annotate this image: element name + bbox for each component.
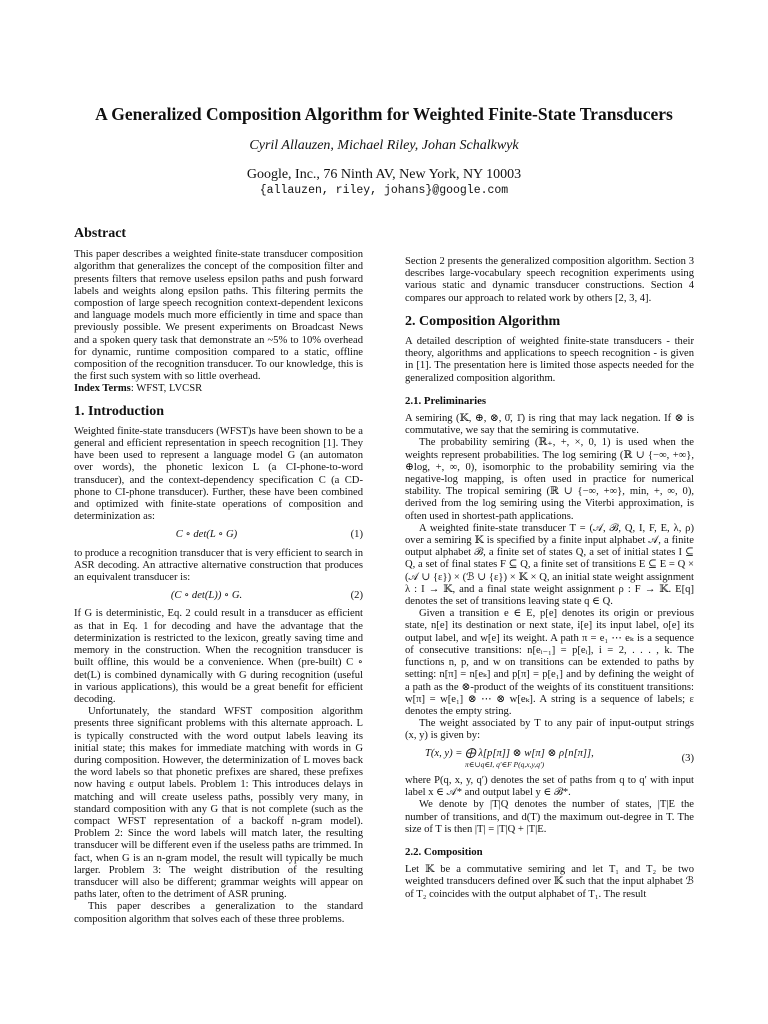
preliminaries-paragraph-3: A weighted finite-state transducer T = (𝒜, ℬ, Q, I, F, E, λ, ρ) over a semiring 𝕂 is specified by a finite input alphabet 𝒜, a finite output alphabet ℬ, a finite set of states Q, a set of initial states I ⊆ Q, a set of final states F ⊆ Q, a finite set of transitions E ⊆ E = Q × (𝒜 ∪ {ε}) × (ℬ ∪ {ε}) × 𝕂 × Q, an initial state weight assignment λ : I → 𝕂, and a final state weight assignment ρ : F → 𝕂. E[q] denotes the set of transitions leaving state q ∈ Q.	[405, 522, 694, 608]
equation-3-number: (3)	[681, 753, 694, 765]
intro-heading: 1. Introduction	[74, 403, 164, 419]
paper-affiliation: Google, Inc., 76 Ninth AV, New York, NY 10003	[246, 167, 522, 182]
abstract-text: This paper describes a weighted finite-state transducer composition algorithm that generalizes the concept of the composition filter and presents filters that remove useless epsilon paths and push forward labels and weights along epsilon paths. This filtering permits the compostion of large speech recognition context-dependent lexicons and language models much more efficiently in time and space than previously possible. We present experiments on Broadcast News and a spoken query task that demonstrate an ~5% to 10% overhead for dynamic, runtime composition compared to a static, offline composition of the recognition transducer. To our knowledge, this is the first such system with so little overhead.	[74, 249, 363, 383]
equation-1-body: C ∘ det(L ∘ G)	[175, 529, 238, 541]
paper-authors: Cyril Allauzen, Michael Riley, Johan Schalkwyk	[249, 138, 519, 153]
index-terms-label: Index Terms	[74, 383, 131, 395]
paper-email: {allauzen, riley, johans}@google.com	[259, 184, 509, 197]
equation-1-number: (1)	[350, 529, 363, 541]
section-2-heading: 2. Composition Algorithm	[405, 313, 561, 329]
intro-paragraph-1: Weighted finite-state transducers (WFST)s have been shown to be a general and efficient representation in speech recognition [1]. They have been used to represent a language model G (an automaton over words), the phonetic lexicon L (a CI-phone-to-word transducer), and the context-dependency specification C (a CD-phone to CI-phone transducer). Further, these have been combined and optimized with finite-state operations of composition and determinization as:	[74, 425, 363, 523]
subsection-2-2-heading: 2.2. Composition	[405, 845, 483, 858]
intro-paragraph-5: This paper describes a generalization to the standard composition algorithm that solves each of these three problems.	[74, 901, 363, 925]
preliminaries-paragraph-2: The probability semiring (ℝ₊, +, ×, 0, 1) is used when the weights represent probabilities. The log semiring (ℝ ∪ {−∞, +∞}, ⊕log, +, ∞, 0), isomorphic to the probability semiring via the negative-log mapping, is often used in practice for numerical stability. The tropical semiring (ℝ ∪ {−∞, +∞}, min, +, ∞, 0), derived from the log semiring using the Viterbi approximation, is often used in shortest-path applications.	[405, 437, 694, 522]
equation-2	[74, 590, 363, 602]
preliminaries-paragraph-1: A semiring (𝕂, ⊕, ⊗, 0̄, 1̄) is ring that may lack negation. If ⊗ is commutative, we say that the semiring is commutative.	[405, 413, 694, 437]
equation-3-body	[405, 748, 670, 771]
left-column	[74, 228, 363, 926]
subsection-2-1-heading: 2.1. Preliminaries	[405, 394, 487, 407]
equation-3-subscript: π∈∪q∈I, q′∈F P(q,x,y,q′)	[465, 759, 545, 769]
preliminaries-paragraph-5: The weight associated by T to any pair of input-output strings (x, y) is given by:	[405, 718, 694, 742]
abstract-heading: Abstract	[74, 226, 127, 241]
equation-2-body: (C ∘ det(L)) ∘ G.	[170, 590, 243, 602]
preliminaries-paragraph-7: We denote by |T|Q denotes the number of states, |T|E the number of transitions, and d(T) the maximum out-degree in T. The size of T is then |T| = |T|Q + |T|E.	[405, 799, 694, 835]
intro-paragraph-3: If G is deterministic, Eq. 2 could result in a transducer as efficient as that in Eq. 1 for decoding and have the advantage that the determinization is restricted to the lexicon, greatly saving time and memory in the construction. When the recognition transducer is built offline, this would be a convenience. When (pre-built) C ∘ det(L) is combined dynamically with G during recognition (useful in various applications), this would be a great benefit for efficient decoding.	[74, 608, 363, 705]
preliminaries-paragraph-4: Given a transition e ∈ E, p[e] denotes its origin or previous state, n[e] its destination or next state, i[e] its input label, o[e] its output label, and w[e] its weight. A path π = e₁ ⋯ eₖ is a sequence of consecutive transitions: n[eᵢ₋₁] = p[eᵢ], i = 2, . . . , k. The functions n, p, and w on transitions can be extended to paths by setting: n[π] = n[eₖ] and p[π] = p[e₁] and by defining the weight of a path as the ⊗-product of the weights of its constituent transitions: w[π] = w[e₁] ⊗ ⋯ ⊗ w[eₖ]. A string is a sequence of labels; ε denotes the empty string.	[405, 608, 694, 717]
equation-2-number: (2)	[350, 590, 363, 602]
equation-3	[405, 748, 694, 771]
intro-paragraph-4: Unfortunately, the standard WFST composition algorithm presents three significant problems with this alternate approach. L is typically constructed with the word output labels leaving its initial state; this makes for immediate matching with words in G during composition. However, the determinization of L moves back the word labels so that phonetic prefixes are shared, these prefixes now having ε output labels. Problem 1: This introduces delays in matching and will create useless paths, possibly very many, in standard composition with any G that is not complete (such as the compact WFST representation of a backoff n-gram model). Problem 2: Since the word labels will match later, the resulting transducer will be different even if the useless paths are trimmed. In fact, when G is an n-gram model, the result will typically be much larger. Problem 3: The weight distribution of the resulting transducer will also be different; grammar weights will appear on paths later, often to the detriment of ASR pruning.	[74, 706, 363, 901]
intro-paragraph-2: to produce a recognition transducer that is very efficient to search in ASR decoding. An attractive alternative construction that produces an equivalent transducer is:	[74, 547, 363, 584]
equation-3-main: T(x, y) = ⨁ λ[p[π]] ⊗ w[π] ⊗ ρ[n[π]],	[425, 747, 594, 759]
index-terms-value: : WFST, LVCSR	[130, 383, 203, 395]
sections-overview: Section 2 presents the generalized composition algorithm. Section 3 describes large-vocabulary speech recognition experiments using various static and dynamic transducer constructions. Section 4 compares our approach to related work by others [2, 3, 4].	[405, 256, 694, 304]
paper-title: A Generalized Composition Algorithm for Weighted Finite-State Transducers	[95, 104, 673, 124]
equation-1	[74, 529, 363, 541]
index-terms	[74, 383, 363, 395]
composition-paragraph-1: Let 𝕂 be a commutative semiring and let T₁ and T₂ be two weighted transducers defined over 𝕂 such that the input alphabet ℬ of T₂ coincides with the output alphabet of T₁. The result	[405, 864, 694, 900]
preliminaries-paragraph-6: where P(q, x, y, q′) denotes the set of paths from q to q′ with input label x ∈ 𝒜* and output label y ∈ ℬ*.	[405, 774, 694, 799]
section-2-paragraph: A detailed description of weighted finite-state transducers - their theory, algorithms and applications to speech recognition - is given in [1]. The presentation here is limited those aspects needed for the generalized composition algorithm.	[405, 336, 694, 384]
right-column	[405, 256, 694, 901]
